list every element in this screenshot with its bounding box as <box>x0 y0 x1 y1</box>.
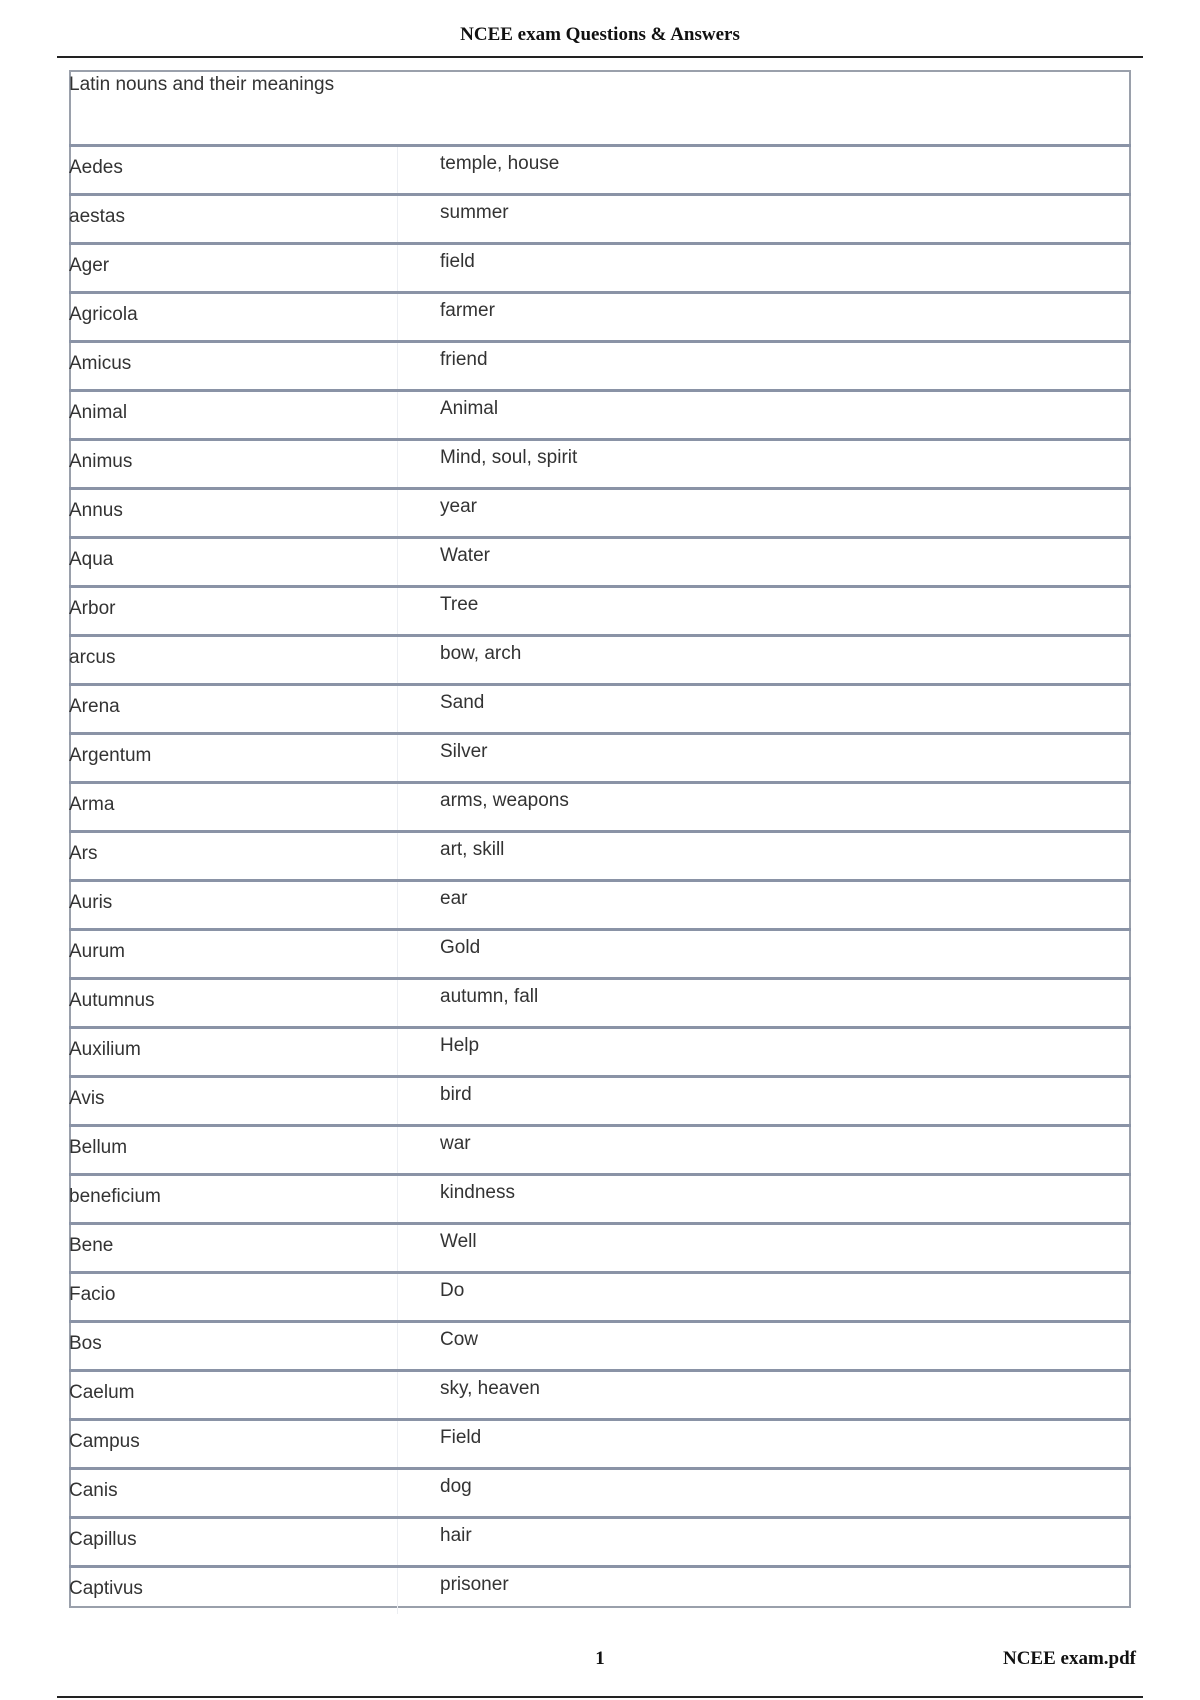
table-row <box>69 1075 1131 1124</box>
noun-meaning: autumn, fall <box>440 986 539 1007</box>
column-divider <box>397 1127 398 1173</box>
noun-meaning: art, skill <box>440 839 505 860</box>
noun-meaning: Tree <box>440 594 479 615</box>
table-row <box>69 438 1131 487</box>
column-divider <box>397 931 398 977</box>
table-row <box>69 242 1131 291</box>
column-divider <box>397 833 398 879</box>
latin-noun: Avis <box>69 1088 105 1109</box>
noun-meaning: Animal <box>440 398 499 419</box>
latin-noun: Amicus <box>69 353 132 374</box>
table-row <box>69 291 1131 340</box>
column-divider <box>397 1470 398 1516</box>
column-divider <box>397 784 398 830</box>
latin-noun: Arena <box>69 696 120 717</box>
noun-meaning: Mind, soul, spirit <box>440 447 578 468</box>
latin-noun: Arma <box>69 794 115 815</box>
latin-noun: Annus <box>69 500 123 521</box>
column-divider <box>397 588 398 634</box>
latin-noun: Bellum <box>69 1137 128 1158</box>
column-divider <box>397 441 398 487</box>
vocabulary-rows <box>69 144 1131 1614</box>
column-divider <box>397 735 398 781</box>
column-divider <box>397 882 398 928</box>
column-divider <box>397 1225 398 1271</box>
footer-rule <box>57 1696 1143 1698</box>
file-name: NCEE exam.pdf <box>1002 1648 1136 1669</box>
column-divider <box>397 245 398 291</box>
column-divider <box>397 980 398 1026</box>
latin-noun: Autumnus <box>69 990 155 1011</box>
table-row <box>69 1418 1131 1467</box>
table-row <box>69 144 1131 193</box>
table-row <box>69 1222 1131 1271</box>
table-row <box>69 585 1131 634</box>
column-divider <box>397 1323 398 1369</box>
noun-meaning: ear <box>440 888 468 909</box>
table-row <box>69 1516 1131 1565</box>
table-row <box>69 977 1131 1026</box>
page-number: 1 <box>595 1648 605 1669</box>
noun-meaning: temple, house <box>440 153 560 174</box>
column-divider <box>397 637 398 683</box>
column-divider <box>397 343 398 389</box>
table-row <box>69 1026 1131 1075</box>
latin-noun: Aqua <box>69 549 114 570</box>
table-row <box>69 487 1131 536</box>
column-divider <box>397 294 398 340</box>
column-divider <box>397 1176 398 1222</box>
latin-noun: Capillus <box>69 1529 137 1550</box>
noun-meaning: Field <box>440 1427 482 1448</box>
noun-meaning: prisoner <box>440 1574 509 1595</box>
table-row <box>69 1124 1131 1173</box>
table-row <box>69 1565 1131 1614</box>
noun-meaning: Silver <box>440 741 488 762</box>
latin-noun: Campus <box>69 1431 140 1452</box>
noun-meaning: war <box>440 1133 471 1154</box>
page-header-title: NCEE exam Questions & Answers <box>460 24 740 45</box>
noun-meaning: Sand <box>440 692 485 713</box>
noun-meaning: Gold <box>440 937 481 958</box>
column-divider <box>397 1519 398 1565</box>
table-row <box>69 389 1131 438</box>
column-divider <box>397 196 398 242</box>
noun-meaning: Well <box>440 1231 477 1252</box>
table-row <box>69 536 1131 585</box>
column-divider <box>397 1274 398 1320</box>
latin-noun: Animal <box>69 402 128 423</box>
noun-meaning: Help <box>440 1035 480 1056</box>
noun-meaning: dog <box>440 1476 472 1497</box>
table-row <box>69 781 1131 830</box>
table-row <box>69 928 1131 977</box>
latin-noun: Aurum <box>69 941 125 962</box>
column-divider <box>397 539 398 585</box>
table-row <box>69 1467 1131 1516</box>
table-title: Latin nouns and their meanings <box>69 74 335 95</box>
table-row <box>69 1369 1131 1418</box>
latin-noun: arcus <box>69 647 116 668</box>
latin-noun: Auris <box>69 892 113 913</box>
noun-meaning: bird <box>440 1084 472 1105</box>
column-divider <box>397 490 398 536</box>
latin-noun: Bene <box>69 1235 114 1256</box>
column-divider <box>397 1029 398 1075</box>
latin-noun: Arbor <box>69 598 116 619</box>
latin-noun: Ager <box>69 255 110 276</box>
latin-noun: Ars <box>69 843 98 864</box>
noun-meaning: summer <box>440 202 509 223</box>
column-divider <box>397 1421 398 1467</box>
latin-noun: aestas <box>69 206 125 227</box>
noun-meaning: Water <box>440 545 490 566</box>
table-row <box>69 732 1131 781</box>
noun-meaning: Do <box>440 1280 465 1301</box>
latin-noun: Bos <box>69 1333 102 1354</box>
noun-meaning: kindness <box>440 1182 515 1203</box>
table-row <box>69 193 1131 242</box>
latin-noun: Captivus <box>69 1578 143 1599</box>
latin-noun: Agricola <box>69 304 138 325</box>
column-divider <box>397 686 398 732</box>
latin-noun: Aedes <box>69 157 123 178</box>
noun-meaning: field <box>440 251 475 272</box>
column-divider <box>397 1568 398 1614</box>
noun-meaning: hair <box>440 1525 472 1546</box>
latin-noun: Caelum <box>69 1382 135 1403</box>
noun-meaning: arms, weapons <box>440 790 569 811</box>
table-row <box>69 879 1131 928</box>
latin-noun: beneficium <box>69 1186 161 1207</box>
table-row <box>69 634 1131 683</box>
column-divider <box>397 392 398 438</box>
noun-meaning: farmer <box>440 300 495 321</box>
noun-meaning: bow, arch <box>440 643 522 664</box>
noun-meaning: Cow <box>440 1329 479 1350</box>
latin-noun: Argentum <box>69 745 152 766</box>
table-row <box>69 683 1131 732</box>
table-row <box>69 1320 1131 1369</box>
noun-meaning: year <box>440 496 477 517</box>
column-divider <box>397 147 398 193</box>
table-row <box>69 1271 1131 1320</box>
table-row <box>69 830 1131 879</box>
table-row <box>69 1173 1131 1222</box>
header-rule <box>57 56 1143 58</box>
latin-noun: Auxilium <box>69 1039 141 1060</box>
column-divider <box>397 1078 398 1124</box>
latin-noun: Animus <box>69 451 133 472</box>
column-divider <box>397 1372 398 1418</box>
noun-meaning: sky, heaven <box>440 1378 540 1399</box>
table-row <box>69 340 1131 389</box>
noun-meaning: friend <box>440 349 488 370</box>
latin-noun: Canis <box>69 1480 118 1501</box>
latin-noun: Facio <box>69 1284 116 1305</box>
